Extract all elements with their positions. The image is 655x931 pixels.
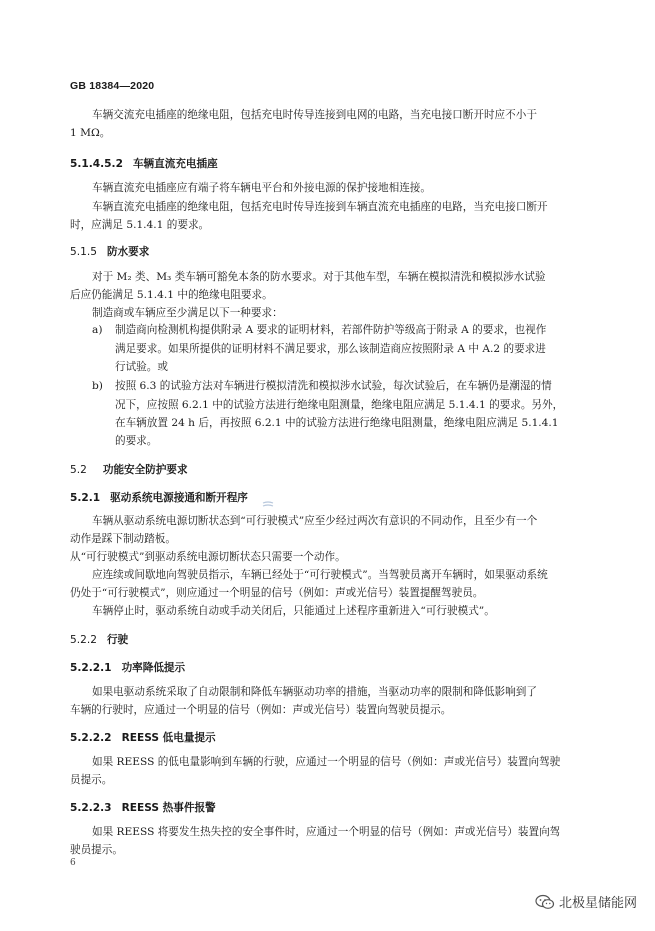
section-heading <box>70 800 216 815</box>
section-title: REESS 低电量提示 <box>121 732 216 744</box>
section-number: 5.1.4.5.2 <box>70 158 123 170</box>
list-item-line: 制造商向检测机构提供附录 A 要求的证明材料，若部件防护等级高于附录 A 的要求，也视作 <box>115 324 547 336</box>
paragraph-line: 对于 M₂ 类、M₃ 类车辆可豁免本条的防水要求。对于其他车型，车辆在模拟清洗和模拟涉水试验 <box>92 271 546 283</box>
paragraph-line: 动作是踩下制动踏板。 <box>70 533 176 545</box>
section-number: 5.2.2.3 <box>70 802 112 814</box>
list-item-label: a) <box>92 324 103 336</box>
section-title: 驱动系统电源接通和断开程序 <box>110 492 248 504</box>
paragraph-line: 员提示。 <box>70 774 113 786</box>
watermark <box>535 892 637 911</box>
section-title: 防水要求 <box>106 246 150 258</box>
paragraph-line: 车辆直流充电插座的绝缘电阻，包括充电时传导连接到车辆直流充电插座的电路，当充电接口断开 <box>92 201 548 213</box>
section-number: 5.2.2 <box>70 634 97 646</box>
section-heading <box>70 730 216 745</box>
section-heading <box>70 156 218 171</box>
section-title: 功能安全防护要求 <box>102 464 188 476</box>
paragraph-line: 仍处于“可行驶模式”，则应通过一个明显的信号（例如：声或光信号）装置提醒驾驶员。 <box>70 587 484 599</box>
paragraph-line: 车辆停止时，驱动系统自动或手动关闭后，只能通过上述程序重新进入“可行驶模式”。 <box>92 605 495 617</box>
section-heading <box>70 490 248 505</box>
standard-number: GB 18384—2020 <box>70 80 155 92</box>
paragraph-line: 车辆从驱动系统电源切断状态到“可行驶模式”应至少经过两次有意识的不同动作，且至少有一个 <box>92 515 538 527</box>
section-heading <box>70 660 185 675</box>
paragraph-line: 后应仍能满足 5.1.4.1 中的绝缘电阻要求。 <box>70 289 273 301</box>
paragraph-line: 从“可行驶模式”到驱动系统电源切断状态只需要一个动作。 <box>70 551 346 563</box>
list-item-line: 按照 6.3 的试验方法对车辆进行模拟清洗和模拟涉水试验，每次试验后，在车辆仍是潮湿的情 <box>115 380 552 392</box>
paragraph-line: 驶员提示。 <box>70 844 123 856</box>
section-heading <box>70 462 188 477</box>
section-number: 5.2.2.2 <box>70 732 112 744</box>
list-item-line: 在车辆放置 24 h 后，再按照 6.2.1 中的试验方法进行绝缘电阻测量，绝缘电阻应满足 5.1.4.1 <box>115 417 559 429</box>
list-item-label: b) <box>92 380 103 392</box>
scan-artifact-icon <box>262 494 274 513</box>
section-title: REESS 热事件报警 <box>121 802 216 814</box>
paragraph-line: 车辆的行驶时，应通过一个明显的信号（例如：声或光信号）装置向驾驶员提示。 <box>70 704 452 716</box>
paragraph-line: 车辆交流充电插座的绝缘电阻，包括充电时传导连接到电网的电路，当充电接口断开时应不小于 <box>92 109 537 121</box>
paragraph-line: 如果 REESS 的低电量影响到车辆的行驶，应通过一个明显的信号（例如：声或光信号）装置向驾驶 <box>92 756 561 768</box>
wechat-icon <box>535 894 555 910</box>
list-item-line: 的要求。 <box>115 435 158 447</box>
page-number: 6 <box>70 858 76 868</box>
paragraph-line: 如果电驱动系统采取了自动限制和降低车辆驱动功率的措施，当驱动功率的限制和降低影响到了 <box>92 686 537 698</box>
paragraph-line: 制造商或车辆应至少满足以下一种要求： <box>92 307 283 319</box>
section-number: 5.2 <box>70 464 87 476</box>
paragraph-line: 时，应满足 5.1.4.1 的要求。 <box>70 219 210 231</box>
section-number: 5.2.2.1 <box>70 662 112 674</box>
section-heading <box>70 244 149 259</box>
section-title: 功率降低提示 <box>121 662 186 674</box>
paragraph-line: 应连续或间歇地向驾驶员指示，车辆已经处于“可行驶模式”。当驾驶员离开车辆时，如果驱动系统 <box>92 569 548 581</box>
section-number: 5.1.5 <box>70 246 97 258</box>
section-title: 车辆直流充电插座 <box>132 158 218 170</box>
watermark-text: 北极星储能网 <box>558 896 637 911</box>
paragraph-line: 车辆直流充电插座应有端子将车辆电平台和外接电源的保护接地相连接。 <box>92 182 431 194</box>
section-title: 行驶 <box>106 634 129 646</box>
section-number: 5.2.1 <box>70 492 101 504</box>
list-item-line: 满足要求。如果所提供的证明材料不满足要求，那么该制造商应按照附录 A 中 A.2 的要求进 <box>115 343 546 355</box>
paragraph-line: 如果 REESS 将要发生热失控的安全事件时，应通过一个明显的信号（例如：声或光信号）装置向驾 <box>92 826 561 838</box>
list-item-line: 行试验。或 <box>115 361 168 373</box>
paragraph-line: 1 MΩ。 <box>70 127 111 139</box>
section-heading <box>70 632 128 647</box>
list-item-line: 况下，应按照 6.2.1 中的试验方法进行绝缘电阻测量，绝缘电阻应满足 5.1.4.1 的要求。另外， <box>115 399 564 411</box>
